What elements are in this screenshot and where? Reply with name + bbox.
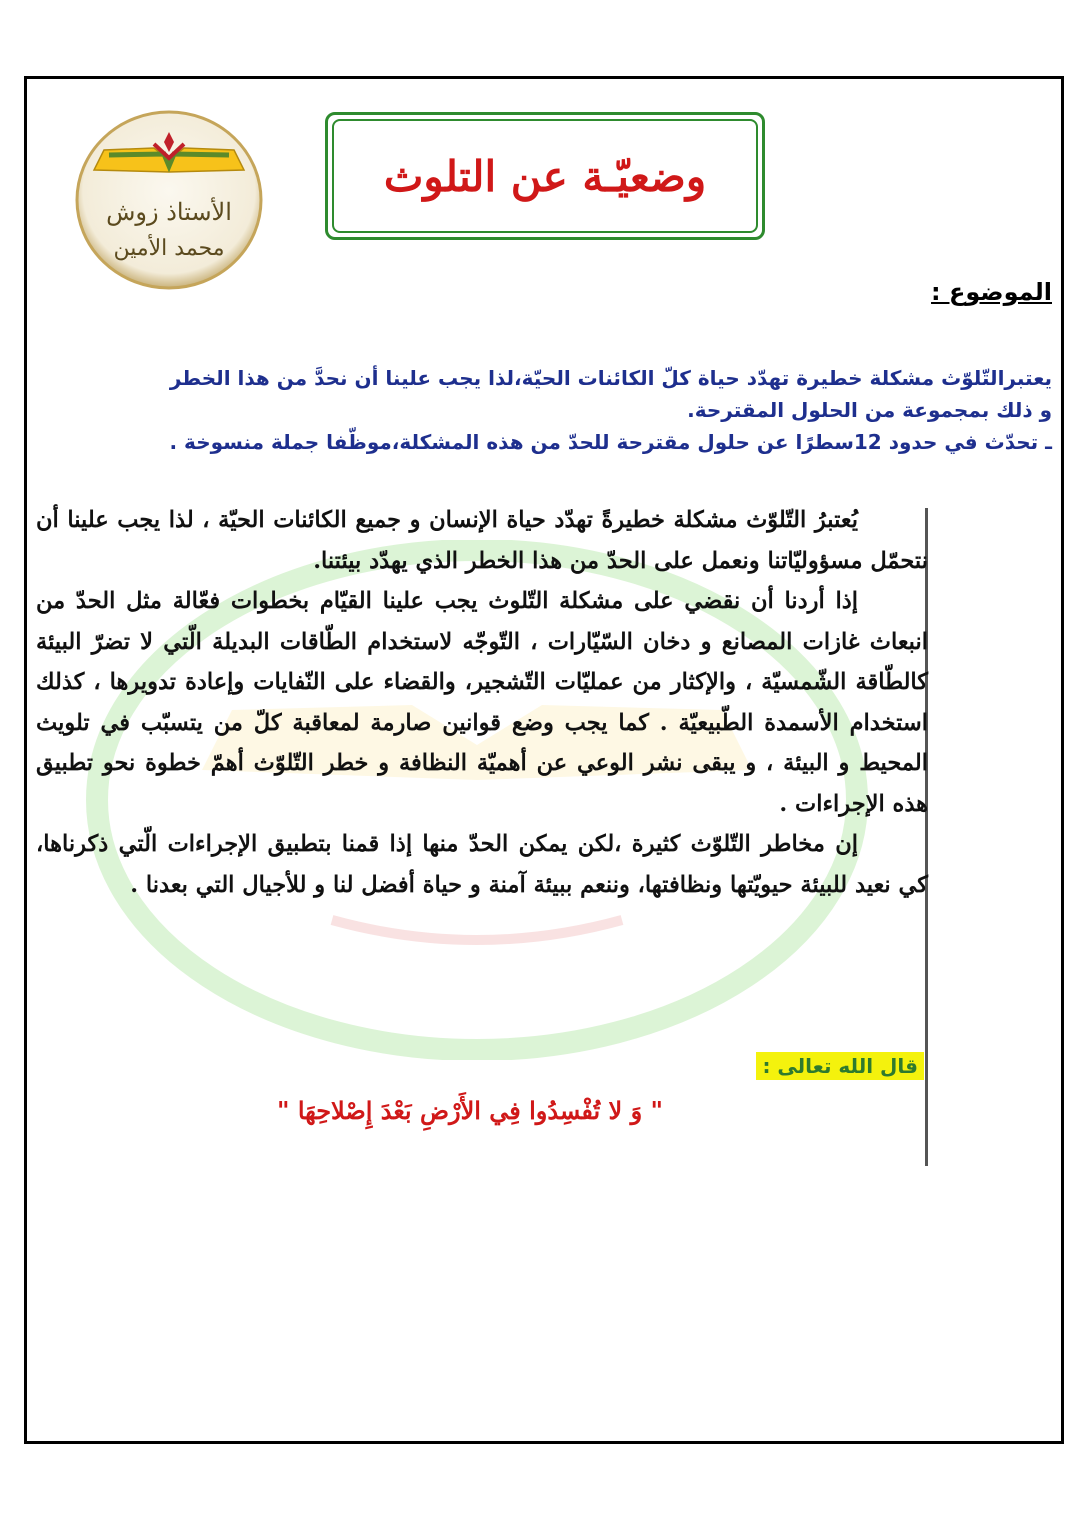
essay-paragraph-3: إن مخاطر التّلوّث كثيرة ،لكن يمكن الحدّ منها إذا قمنا بتطبيق الإجراءات الّتي ذكرناها، كي نعيد للبيئة حيويّتها ونظافتها، وننعم ببيئة آمنة و حياة أفضل لنا و للأجيال التي بعدنا . xyxy=(36,831,928,898)
subject-label: الموضوع : xyxy=(931,278,1052,306)
title-frame xyxy=(325,112,765,240)
title-inner-frame xyxy=(332,119,758,233)
prompt-line-2: و ذلك بمجموعة من الحلول المقترحة. xyxy=(687,398,1052,422)
teacher-logo xyxy=(74,110,264,290)
quran-verse: " وَ لا تُفْسِدُوا فِي الأَرْضِ بَعْدَ إِصْلاحِهَا " xyxy=(276,1096,664,1125)
task-prompt xyxy=(44,362,1052,458)
essay-paragraph-1: يُعتبرُ التّلوّث مشكلة خطيرةً تهدّد حياة الإنسان و جميع الكائنات الحيّة ، لذا يجب علينا أن نتحمّل مسؤوليّاتنا ونعمل على الحدّ من هذا الخطر الذي يهدّد بيئتنا. xyxy=(36,507,928,574)
page-title: وضعيّـة عن التلوث xyxy=(383,151,707,201)
verse-label: قال الله تعالى : xyxy=(756,1052,924,1080)
svg-text:محمد الأمين: محمد الأمين xyxy=(113,236,225,261)
svg-text:الأستاذ زوش: الأستاذ زوش xyxy=(106,198,232,226)
prompt-line-3: ـ تحدّث في حدود 12سطرًا عن حلول مقترحة للحدّ من هذه المشكلة،موظّفا جملة منسوخة . xyxy=(169,430,1052,454)
essay-paragraph-2: إذا أردنا أن نقضي على مشكلة التّلوث يجب علينا القيّام بخطوات فعّالة مثل الحدّ من انبعاث غازات المصانع و دخان السّيّارات ، التّوجّه لاستخدام الطّاقات البديلة الّتي لا تضرّ البيئة كالطّاقة الشّمسيّة ، والإكثار من عمليّات التّشجير، والقضاء على النّفايات وإعادة تدويرها ، كذلك استخدام الأسمدة الطّبيعيّة . كما يجب وضع قوانين صارمة لمعاقبة كلّ من يتسبّب في تلويث المحيط و البيئة ، و يبقى نشر الوعي عن أهميّة النظافة و خطر التّلوّث أهمّ خطوة نحو تطبيق هذه الإجراءات . xyxy=(36,588,928,817)
essay-body xyxy=(36,500,928,905)
prompt-line-1: يعتبرالتّلوّث مشكلة خطيرة تهدّد حياة كلّ الكائنات الحيّة،لذا يجب علينا أن نحدَّ من هذا الخطر xyxy=(169,366,1052,390)
